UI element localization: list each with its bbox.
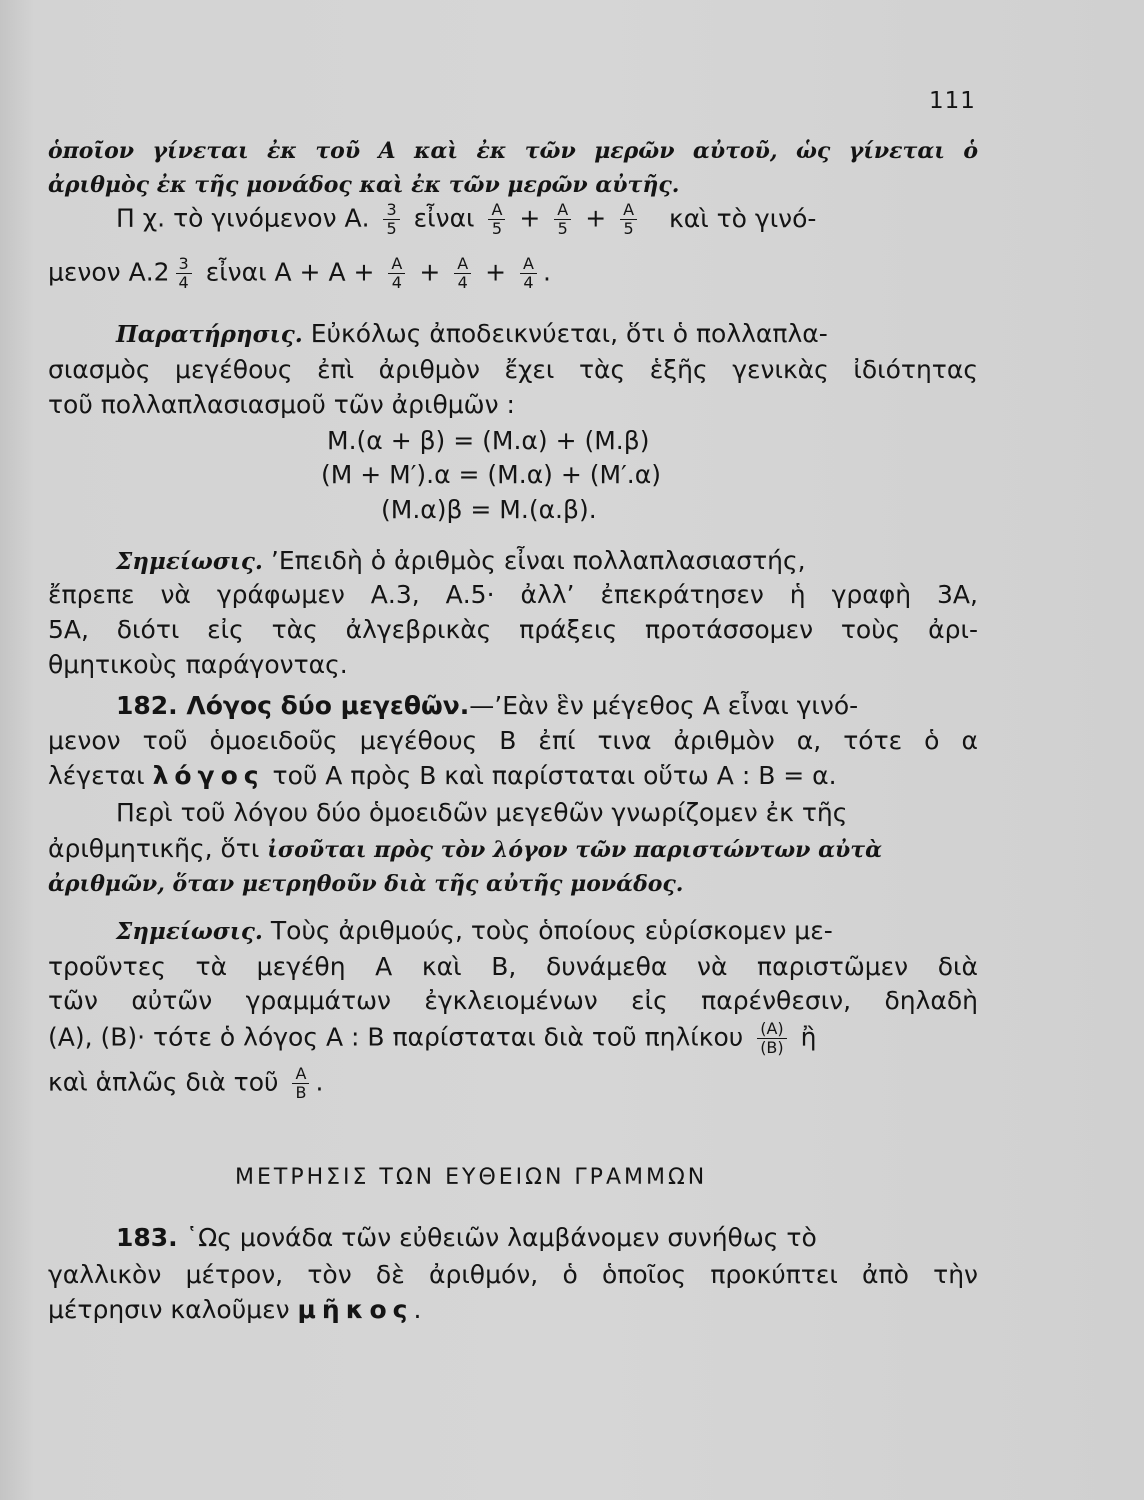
denominator: 5: [386, 219, 397, 238]
example-text-5: εἶναι Α + Α +: [205, 257, 375, 287]
fraction-a-5: [554, 201, 571, 238]
note2-text-1: Τοὺς ἀριθμούς, τοὺς ὁποίους εὑρίσκομεν με-: [270, 916, 833, 945]
example-text-4: μενον Α.2: [48, 257, 170, 287]
s183-line-1: [48, 1222, 978, 1254]
s182-para2-line-3: ἀριθμῶν, ὅταν μετρηθοῦν διὰ τῆς αὐτῆς μονάδος.: [48, 871, 684, 897]
intro-line-1: ὁποῖον γίνεται ἐκ τοῦ Α καὶ ἐκ τῶν μερῶν αὐτοῦ, ὡς γίνεται ὁ: [48, 138, 978, 164]
example-text-1: Π χ. τὸ γινόμενον Α.: [116, 203, 370, 233]
numerator: A: [620, 201, 637, 220]
s183-end: .: [413, 1295, 422, 1324]
plus-sign: +: [585, 203, 607, 233]
example-text-3: καὶ τὸ γινό-: [669, 203, 817, 233]
s182-title: 182. Λόγος δύο μεγεθῶν.: [116, 691, 470, 720]
note1-text-1: ’Επειδὴ ὁ ἀριθμὸς εἶναι πολλαπλασιαστής,: [270, 546, 806, 575]
remark-text-1: Εὐκόλως ἀποδεικνύεται, ὅτι ὁ πολλαπλα-: [310, 319, 828, 348]
note2-text-5a: καὶ ἁπλῶς διὰ τοῦ: [48, 1067, 279, 1097]
s183-number: 183.: [116, 1223, 178, 1252]
example-text-2: εἶναι: [413, 203, 475, 233]
s182-para2-text-b: ἰσοῦται πρὸς τὸν λόγον τῶν παριστώντων αὐτὰ: [267, 837, 883, 863]
plus-sign: +: [519, 203, 541, 233]
denominator: 5: [557, 219, 568, 238]
note2-text-4b: ἢ: [800, 1022, 817, 1052]
remark-label: Παρατήρησις.: [116, 321, 303, 348]
term-logos: λόγος: [152, 761, 265, 790]
note1-line-1: [48, 545, 978, 578]
note2-text-4a: (Α), (Β)· τότε ὁ λόγος Α : Β παρίσταται διὰ τοῦ πηλίκου: [48, 1022, 744, 1052]
s183-text-1: ῾Ως μονάδα τῶν εὐθειῶν λαμβάνομεν συνήθως τὸ: [185, 1223, 817, 1252]
s182-para2-line-2: [48, 833, 978, 866]
numerator: A: [292, 1065, 309, 1084]
example-line-1: [48, 201, 978, 238]
s182-text-1: —’Εὰν ἓν μέγεθος Α εἶναι γινό-: [469, 691, 859, 720]
note1-label: Σημείωσις.: [116, 548, 263, 575]
s183-line-3: [48, 1294, 978, 1326]
s183-line-2: γαλλικὸν μέτρον, τὸν δὲ ἀριθμόν, ὁ ὁποῖος προκύπτει ἀπὸ τὴν: [48, 1260, 978, 1289]
equation-2: (Μ + Μ′).α = (Μ.α) + (Μ′.α): [321, 460, 661, 489]
fraction-a-5: [620, 201, 637, 238]
denominator: 4: [523, 273, 534, 292]
denominator: 4: [178, 273, 189, 292]
note1-line-4: θμητικοὺς παράγοντας.: [48, 650, 348, 679]
numerator: (A): [757, 1020, 786, 1039]
s182-text-3b: τοῦ Α πρὸς Β καὶ παρίσταται οὕτω Α : Β = α.: [272, 761, 837, 790]
example-end: .: [542, 257, 551, 287]
note1-line-3: 5Α, διότι εἰς τὰς ἀλγεβρικὰς πράξεις προτάσσομεν τοὺς ἀρι-: [48, 615, 978, 644]
term-mikos: μῆκος: [297, 1295, 414, 1324]
numerator: A: [388, 255, 405, 274]
note2-line-5: [48, 1065, 978, 1102]
numerator: A: [554, 201, 571, 220]
s182-line-3: [48, 760, 978, 792]
numerator: 3: [383, 201, 399, 220]
note2-line-2: τροῦντες τὰ μεγέθη Α καὶ Β, δυνάμεθα νὰ παριστῶμεν διὰ: [48, 952, 978, 981]
fraction-a-4: [520, 255, 537, 292]
fraction-3-4: [176, 255, 192, 292]
denominator: 5: [623, 219, 634, 238]
note1-line-2: ἔπρεπε νὰ γράφωμεν Α.3, Α.5· ἀλλ’ ἐπεκράτησεν ἡ γραφὴ 3Α,: [48, 580, 978, 609]
s182-para2-text-a: ἀριθμητικῆς, ὅτι: [48, 834, 260, 863]
note2-line-1: [48, 915, 978, 948]
note2-end: .: [315, 1067, 324, 1097]
section-heading: ΜΕΤΡΗΣΙΣ ΤΩΝ ΕΥΘΕΙΩΝ ΓΡΑΜΜΩΝ: [235, 1165, 708, 1190]
numerator: 3: [176, 255, 192, 274]
fraction-a-4: [454, 255, 471, 292]
denominator: 4: [391, 273, 402, 292]
denominator: (B): [760, 1038, 784, 1057]
fraction-A-over-B-paren: [757, 1020, 786, 1057]
numerator: A: [488, 201, 505, 220]
denominator: B: [295, 1083, 307, 1102]
remark-line-2: σιασμὸς μεγέθους ἐπὶ ἀριθμὸν ἔχει τὰς ἑξῆς γενικὰς ἰδιότητας: [48, 355, 978, 384]
denominator: 4: [457, 273, 468, 292]
note2-label: Σημείωσις.: [116, 918, 263, 945]
s183-text-3a: μέτρησιν καλοῦμεν: [48, 1295, 290, 1324]
remark-line-3: τοῦ πολλαπλασιασμοῦ τῶν ἀριθμῶν :: [48, 390, 515, 419]
remark-line-1: [48, 318, 978, 351]
s182-text-3a: λέγεται: [48, 761, 145, 790]
numerator: A: [454, 255, 471, 274]
equation-1: Μ.(α + β) = (Μ.α) + (Μ.β): [327, 426, 650, 455]
note2-line-4: [48, 1020, 978, 1057]
fraction-3-5: [383, 201, 399, 238]
fraction-a-4: [388, 255, 405, 292]
intro-line-2: ἀριθμὸς ἐκ τῆς μονάδος καὶ ἐκ τῶν μερῶν αὐτῆς.: [48, 172, 680, 198]
s182-para2-line-1: Περὶ τοῦ λόγου δύο ὁμοειδῶν μεγεθῶν γνωρίζομεν ἐκ τῆς: [116, 798, 848, 827]
fraction-A-over-B: [292, 1065, 309, 1102]
equation-3: (Μ.α)β = Μ.(α.β).: [381, 495, 597, 524]
page-number: 111: [929, 88, 976, 114]
numerator: A: [520, 255, 537, 274]
plus-sign: +: [419, 257, 441, 287]
plus-sign: +: [485, 257, 507, 287]
example-line-2: [48, 255, 978, 292]
denominator: 5: [491, 219, 503, 238]
note2-line-3: τῶν αὐτῶν γραμμάτων ἐγκλειομένων εἰς παρένθεσιν, δηλαδὴ: [48, 986, 978, 1015]
fraction-a-5: [488, 201, 505, 238]
s182-line-2: μενον τοῦ ὁμοειδοῦς μεγέθους Β ἐπί τινα ἀριθμὸν α, τότε ὁ α: [48, 726, 978, 755]
s182-line-1: [48, 690, 978, 722]
